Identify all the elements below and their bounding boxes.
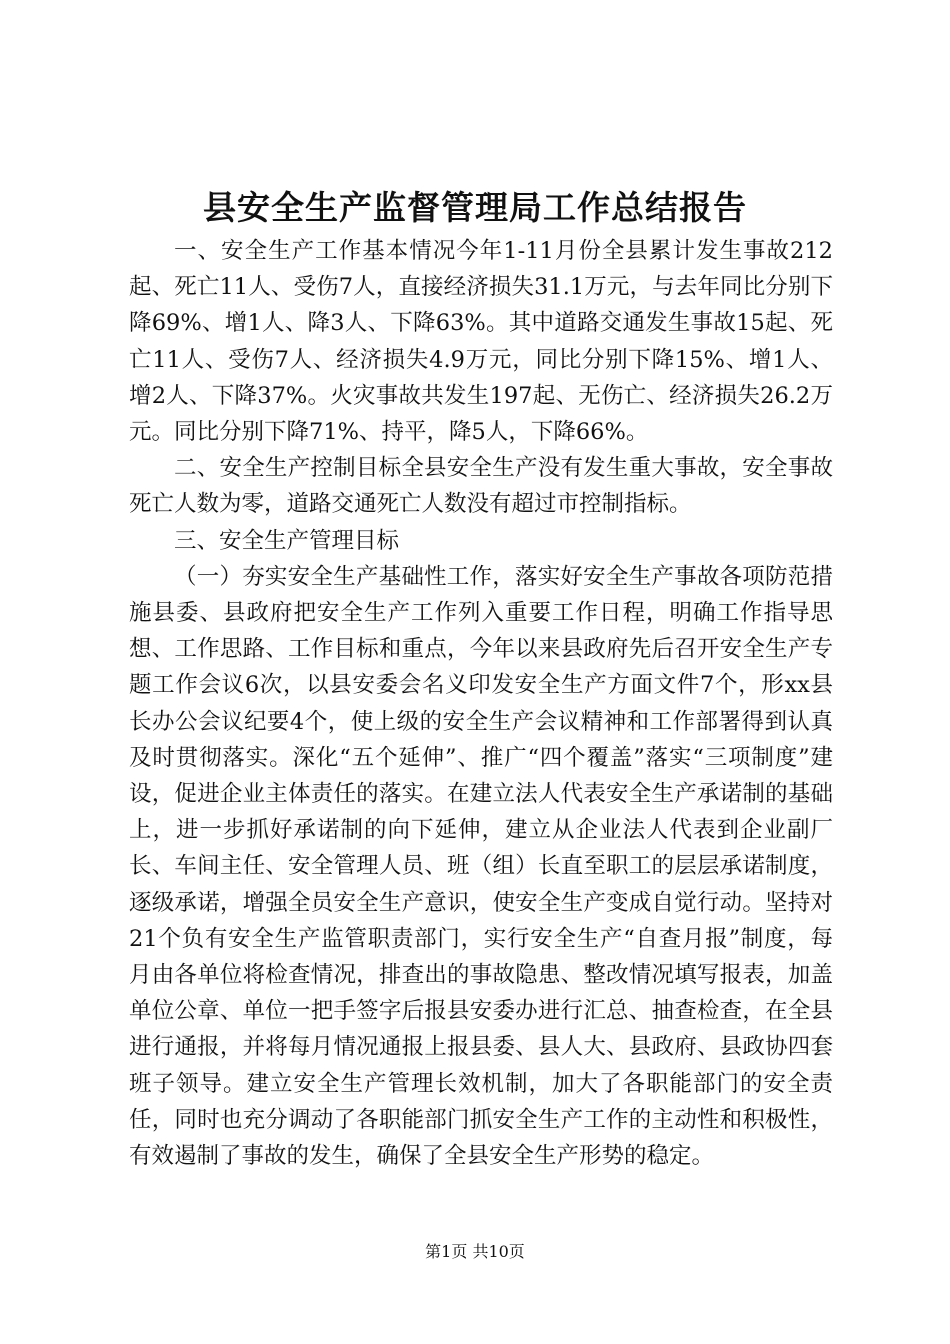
paragraph-foundation-work: （一）夯实安全生产基础性工作，落实好安全生产事故各项防范措施县委、县政府把安全生产工作列入重要工作日程，明确工作指导思想、工作思路、工作目标和重点，今年以来县政府先后召开安全生产专题工作会议6次，以县安委会名义印发安全生产方面文件7个，形xx县长办公会议纪要4个，使上级的安全生产会议精神和工作部署得到认真及时贯彻落实。深化“五个延伸”、推广“四个覆盖”落实“三项制度”建设，促进企业主体责任的落实。在建立法人代表安全生产承诺制的基础上，进一步抓好承诺制的向下延伸，建立从企业法人代表到企业副厂长、车间主任、安全管理人员、班（组）长直至职工的层层承诺制度，逐级承诺，增强全员安全生产意识，使安全生产变成自觉行动。坚持对21个负有安全生产监管职责部门，实行安全生产“自查月报”制度，每月由各单位将检查情况，排查出的事故隐患、整改情况填写报表，加盖单位公章、单位一把手签字后报县安委办进行汇总、抽查检查，在全县进行通报，并将每月情况通报上报县委、县人大、县政府、县政协四套班子领导。建立安全生产管理长效机制，加大了各职能部门的安全责任，同时也充分调动了各职能部门抓安全生产工作的主动性和积极性，有效遏制了事故的发生，确保了全县安全生产形势的稳定。 xyxy=(129,563,833,1170)
section-heading-management-target: 三、安全生产管理目标 xyxy=(174,527,400,554)
document-title: 县安全生产监督管理局工作总结报告 xyxy=(203,188,747,227)
paragraph-basic-situation: 一、安全生产工作基本情况今年1-11月份全县累计发生事故212起、死亡11人、受伤7人，直接经济损失31.1万元，与去年同比分别下降69%、增1人、降3人、下降63%。其中道路交通发生事故15起、死亡11人、受伤7人、经济损失4.9万元，同比分别下降15%、增1人、增2人、下降37%。火灾事故共发生197起、无伤亡、经济损失26.2万元。同比分别下降71%、持平，降5人，下降66%。 xyxy=(129,238,833,446)
document-body xyxy=(129,233,833,1174)
paragraph-control-target: 二、安全生产控制目标全县安全生产没有发生重大事故，安全事故死亡人数为零，道路交通死亡人数没有超过市控制指标。 xyxy=(129,455,833,518)
page-number-footer: 第1页 共10页 xyxy=(425,1242,525,1261)
